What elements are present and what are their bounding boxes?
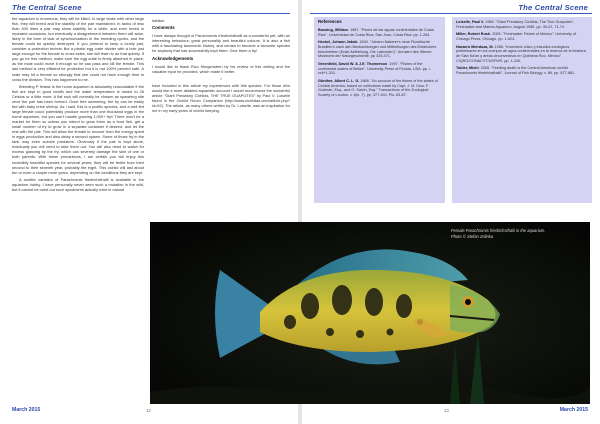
reference-text: . 1840. "Johann Natterer's neue Flussfische Brasilien's nach den Beobachtungen und Mittheilungen des Entdeckers beschrieben (Erste Abtheilung, Die Labroiden)". Annalen des Wiener Museums der Naturgeschichte. pp 325-471. (318, 40, 437, 59)
reference-author: Loiselle, Paul V. (456, 20, 485, 24)
acknowledgements-paragraph: I would like to thank Rico Morgenstern by his review of this writing and the valuable input he provided, which made it better. (152, 63, 290, 74)
reference-entry (318, 40, 441, 59)
reference-text: 1868. "An account of the fishes of the states of Central America, based on collections made by Capt. J. M. Dow, F. Godman, Esq., and O. Salvin, Esq." Transactions of the Zoological Society of London. v. 6(n. 7), pp. 377-494, Pls. 63-87. (318, 78, 438, 98)
page-number: 13 (444, 408, 449, 413)
comments-paragraph: I have always thought of Parachromis friedrichsthalii as a wonderful pet, with an interesting behaviour, great personality and beautiful colours. It is also a fish with a fascinating taxonomic history, and certain to become a favourite species for anybody that has successfully kept them. Give them a try! (152, 33, 290, 54)
reference-entry (456, 20, 588, 30)
reference-entry (318, 28, 441, 38)
reference-author: Bussing, William (318, 27, 348, 32)
article-column-2 (152, 18, 290, 244)
reference-author: Navarro Mendoza, M. (456, 44, 494, 49)
reference-entry (456, 45, 588, 64)
acknowledgements-paragraph: have included in this article my experiences with this species. For those who would like a more detailed aquaristic account I would recommend the wonderful article "Giant Predatory Cichlids, THE TRUE GUAPOTES" by Paul V. Loiselle found in the Cichlid Room Companion (http://www.cichlidae.com/article.php?id=92). The article, as many others written by Dr. Loiselle, was an inspiration for me in my early years of cichlid keeping. (152, 83, 290, 114)
reference-text: . 2005. "Feeding death is the Central American cichlid Parachromis friedrichsthalii". Journal of Fish Biology. v. 66, pp. 877-881. (456, 66, 576, 76)
reference-author: Günther, Albert C. L. G. (318, 78, 360, 83)
references-box-2 (452, 17, 592, 203)
footer-date: March 2015 (559, 407, 588, 413)
article-paragraph: A xanthic variation of Parachromis friedrichsthalii is available in the aquarium hobby. I have personally never seen such a mutation in the wild, but it cannot be ruled out such specimens actually exist in natural (12, 176, 144, 192)
article-paragraph: Breeding P. festae is the home aquarium is absolutely unavoidable if the fish are kept in good health and the water temperature is raised to 26 Celsius or a little more. A flat rock will normally be chosen as spawning site once the pair has been formed. Once free swimming, the fry can be easily fed with baby brine shrimp. As I said, this is a prolific species, and a well fed large female could potentially produce more than one thousand eggs in the home aquarium, but you can't handle growing 1,000+ fry!! There won't be a market for them so unless you intend to grow them as a food fish, get a small number of fry to grow in a separate container if desired, and let the rest with the pair. This will allow the female to recover from the energy spent in eggs production and also delay a second spawn. Some of those fry in the tank may even survive predators. Obviously if the pair is kept alone, eventually you will need to take them out. You will also need to watch for excess glancing by the fry, which can severely damage the skin of one or both parents. With these precautions, I am certain you will enjoy this incredibly beautiful species for several years; they will be fertile from their second to their seventh year, probably the eight. This cichlid will last about ten or even a couple more years, depending on the conditions they are kept. (12, 83, 144, 175)
magazine-title: The Central Scene (518, 3, 588, 12)
reference-text: 1985. "Giant Predatory Cichlids, The True Guapotes", Freshwater and Marine Aquarium, August 1985. pp. 39-47, 71-74. (456, 20, 575, 29)
header-rule (310, 13, 592, 14)
cichlid-fish-image (150, 222, 590, 404)
references-heading: References (318, 19, 342, 24)
reference-text: . 2005. "Freshwater Fishes of Mexico". University of Chicago Press, Chicago. pp. 1-524. (456, 32, 576, 42)
reference-text: . 1987. "Peces de las aguas continentales de Costa Rica". Universidad de Costa Rica, San Jose, Costa Rica. pp. 1-264. (318, 27, 434, 37)
reference-entry (456, 32, 588, 42)
acknowledgements-heading: Acknowledgements (152, 55, 194, 61)
footer-date: March 2015 (12, 407, 41, 413)
photo-credit: Photo © Stefan Zelinka (451, 233, 494, 239)
reference-author: Heckel, Johann Jakob (318, 40, 358, 45)
references-box-1 (314, 17, 445, 203)
reference-author: Tobler, Michi (456, 66, 479, 71)
photo-caption (451, 228, 581, 239)
reference-author: Greenfield, David W. & J.E. Thomerson (318, 61, 388, 66)
comments-heading: Comments (152, 25, 175, 31)
page-number: 12 (146, 408, 151, 413)
magazine-title: The Central Scene (12, 3, 82, 12)
reference-entry (318, 79, 441, 98)
photo-caption-title: Female Parachromis friedrichsthalii in the aquarium. (451, 228, 546, 233)
article-paragraph: habitat. (152, 18, 165, 23)
reference-entry (456, 66, 588, 76)
reference-author: Miller, Robert Rush (456, 32, 491, 37)
fish-photo (150, 222, 590, 404)
reference-text: 1988. "Inventario íctico y estudios ecológicos preliminares en los cuerpos de agua continentales en la reserva de la biósfera de Sian Ka'an y áreas circunvecinas en Quintana Roo, México". CIQRO/CONACYT/USFWS. pp. 1-240. (456, 44, 586, 63)
acknowledgements-separator: I (220, 75, 222, 81)
header-rule (10, 13, 290, 14)
reference-text: . 1997. "Fishes of the continental waters of Belize". University Press of Florida, USA. pp. i-xxii+1-311. (318, 61, 432, 76)
article-paragraph: the aquarium is enormous, they will be killed. In large tanks with other large fish, they will breed and the stability of the pair maintained. In tanks of less than 400 litres a pair may show stability for a while, and even breed in repeated occasions, but eventually a disagreement between them will arise, likely in the form of lack of synchronization in the breeding cycles, and the female could be quickly destroyed. If you pretend to keep a lonely pair, consider a protection technic like a plastic egg crate divider with a hole just large enough for the female to cross sides, she will learn to do that quickly. If you go for this method, make sure the egg crate is firmly attached in place, as the male could move it enough so he can pass and kill the female. This last method is very efficient for protection but it is not 100% percent safe. A male may hit a female so strongly that she could not have enough time to cross the division. This has happened to me. (12, 16, 144, 82)
article-column-1 (12, 16, 144, 412)
reference-entry (318, 62, 441, 76)
